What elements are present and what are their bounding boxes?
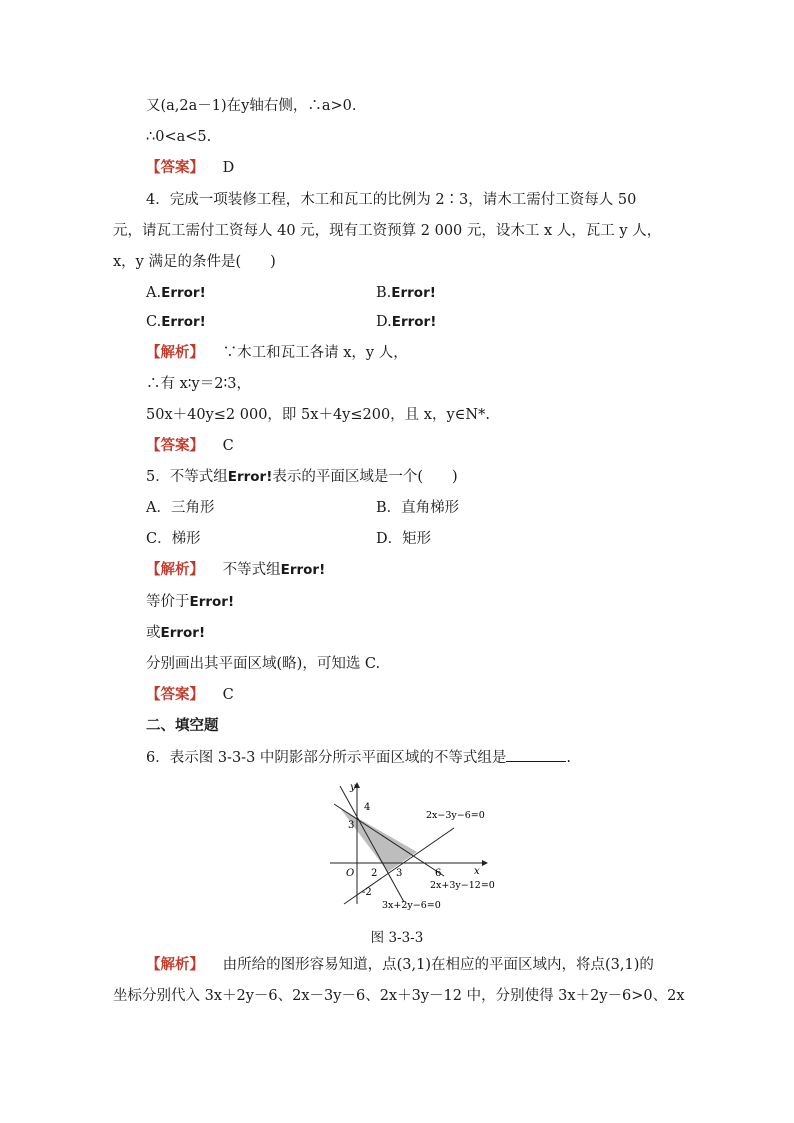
answer-line bbox=[146, 436, 234, 456]
text-line: 又(a,2a－1)在y轴右侧，∴a>0. bbox=[146, 98, 357, 114]
analysis-tag: 【解析】 bbox=[146, 562, 204, 578]
question-4-line: 4．完成一项装修工程，木工和瓦工的比例为 2∶3，请木工需付工资每人 50 bbox=[146, 192, 637, 208]
option-a: A．三角形 bbox=[146, 500, 215, 516]
analysis-line: 50x＋40y≤2 000，即 5x＋4y≤200，且 x，y∈N*. bbox=[146, 407, 490, 423]
analysis-line: 【解析】 不等式组Error! bbox=[146, 562, 326, 578]
analysis-line: 【解析】 由所给的图形容易知道，点(3,1)在相应的平面区域内，将点(3,1)的 bbox=[146, 957, 654, 973]
analysis-line: 分别画出其平面区域(略)，可知选 C. bbox=[146, 656, 381, 672]
answer-tag: 【答案】 bbox=[146, 687, 204, 703]
answer-blank bbox=[506, 747, 566, 762]
tick-label: 3 bbox=[396, 868, 403, 879]
question-5-line: 5．不等式组Error!表示的平面区域是一个( ) bbox=[146, 469, 458, 485]
tick-label: 3 bbox=[348, 820, 355, 831]
question-4-line: x，y 满足的条件是( ) bbox=[113, 254, 276, 270]
shaded-region bbox=[340, 808, 417, 872]
analysis-line: 等价于Error! bbox=[146, 594, 235, 610]
tick-label: 4 bbox=[364, 802, 371, 813]
option-c: C.Error! bbox=[146, 314, 206, 330]
answer-value: C bbox=[222, 438, 234, 454]
axis-label-y: y bbox=[350, 782, 356, 793]
line-label: 2x−3y−6=0 bbox=[426, 810, 485, 821]
analysis-line: 或Error! bbox=[146, 625, 206, 641]
analysis-line: ∴有 x∶y＝2∶3， bbox=[146, 376, 251, 392]
question-4-line: 元，请瓦工需付工资每人 40 元，现有工资预算 2 000 元，设木工 x 人，瓦工 y 人， bbox=[113, 223, 662, 239]
tick-label: 6 bbox=[435, 868, 442, 879]
axis-label-x: x bbox=[474, 866, 480, 877]
tick-label: -2 bbox=[362, 887, 372, 898]
answer-line bbox=[146, 685, 234, 705]
option-d: D.Error! bbox=[376, 314, 437, 330]
answer-tag: 【答案】 bbox=[146, 160, 204, 176]
answer-line bbox=[146, 158, 234, 178]
answer-tag: 【答案】 bbox=[146, 438, 204, 454]
option-b: B．直角梯形 bbox=[376, 500, 460, 516]
figure-region-graph bbox=[322, 776, 502, 911]
analysis-tag: 【解析】 bbox=[146, 957, 204, 973]
line-label: 2x+3y−12=0 bbox=[430, 880, 495, 891]
tick-label: 2 bbox=[371, 868, 378, 879]
question-6-line: 6．表示图 3-3-3 中阴影部分所示平面区域的不等式组是 . bbox=[146, 747, 571, 768]
option-d: D．矩形 bbox=[376, 531, 432, 547]
analysis-line: 坐标分别代入 3x＋2y－6、2x－3y－6、2x＋3y－12 中，分别使得 3x＋2y－6>0、2x bbox=[113, 988, 685, 1004]
section-heading: 二、填空题 bbox=[146, 718, 219, 734]
figure-caption: 图 3-3-3 bbox=[370, 930, 424, 946]
text-line: ∴0<a<5. bbox=[146, 129, 212, 145]
answer-value: C bbox=[222, 687, 234, 703]
origin-label: O bbox=[346, 868, 355, 879]
analysis-line: 【解析】 ∵木工和瓦工各请 x，y 人， bbox=[146, 345, 408, 361]
analysis-tag: 【解析】 bbox=[146, 345, 204, 361]
x-axis-arrow bbox=[482, 860, 488, 866]
option-a: A.Error! bbox=[146, 285, 206, 301]
line-label: 3x+2y−6=0 bbox=[382, 900, 441, 911]
option-c: C．梯形 bbox=[146, 531, 201, 547]
answer-value: D bbox=[222, 160, 235, 176]
option-b: B.Error! bbox=[376, 285, 436, 301]
